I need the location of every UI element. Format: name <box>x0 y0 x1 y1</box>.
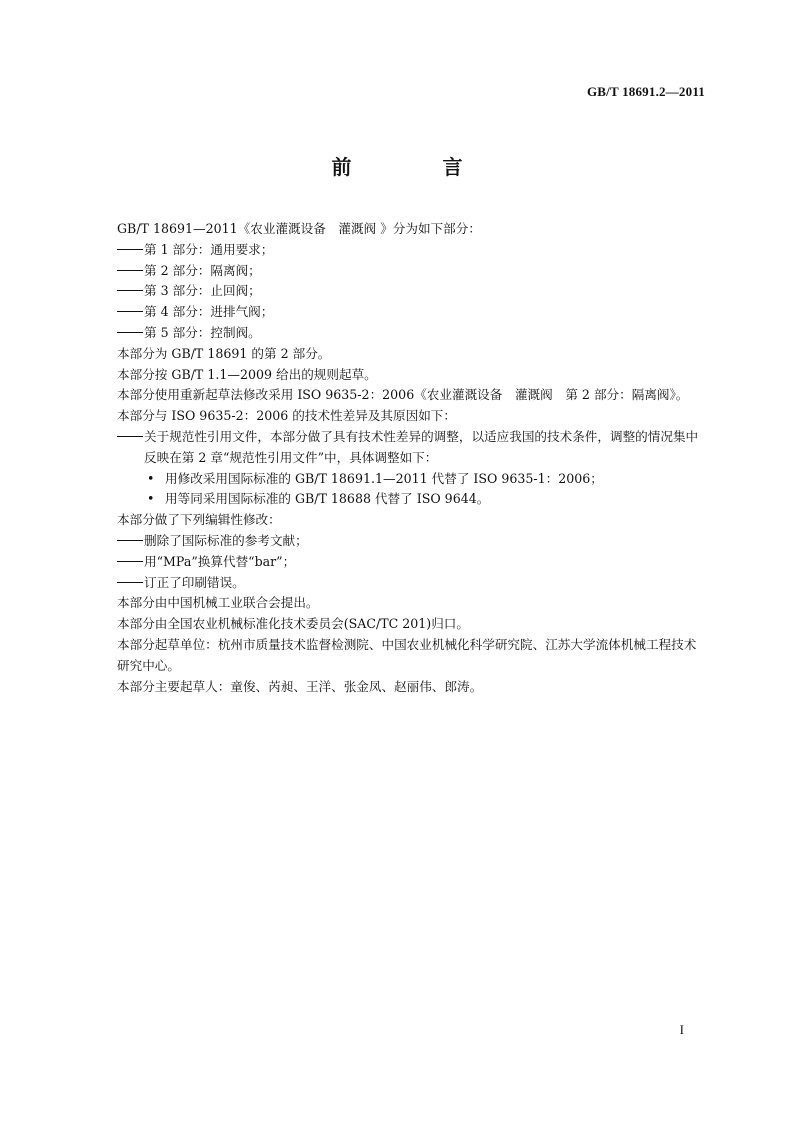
em-dash-mark <box>117 561 143 562</box>
standard-code: GB/T 18691.2—2011 <box>586 84 705 99</box>
main-drafters: 本部分主要起草人：童俊、芮昶、王洋、张金凤、赵丽伟、郎涛。 <box>117 678 483 694</box>
em-dash-mark <box>117 540 143 541</box>
page-number: I <box>679 1022 684 1037</box>
managed-by: 本部分由全国农业机械标准化技术委员会(SAC/TC 201)归口。 <box>117 616 469 632</box>
technical-difference-statement: 本部分与 ISO 9635-2：2006 的技术性差异及其原因如下： <box>117 408 456 424</box>
part2-statement: 本部分为 GB/T 18691 的第 2 部分。 <box>117 345 331 361</box>
drafting-rules-statement: 本部分按 GB/T 1.1—2009 给出的规则起草。 <box>117 366 377 382</box>
edit-item: 删除了国际标准的参考文献； <box>117 531 705 552</box>
em-dash-mark <box>117 582 143 583</box>
intro-paragraph: GB/T 18691—2011《农业灌溉设备 灌溉阀 》分为如下部分： <box>117 221 481 236</box>
bullet-icon: • <box>147 470 155 486</box>
editorial-statement: 本部分做了下列编辑性修改： <box>117 512 281 528</box>
bullet-item: • 用等同采用国际标准的 GB/T 18688 代替了 ISO 9644。 <box>117 489 705 510</box>
em-dash-mark <box>117 436 143 437</box>
bullet-icon: • <box>147 491 155 507</box>
edit-item: 用“MPa”换算代替“bar”； <box>117 552 705 573</box>
difference-item: 关于规范性引用文件，本部分做了具有技术性差异的调整，以适应我国的技术条件，调整的情况集中反映在第 2 章“规范性引用文件”中，具体调整如下： <box>117 427 705 469</box>
em-dash-mark <box>117 311 143 312</box>
page-title: 前 言 <box>331 155 505 179</box>
part-item: 第 3 部分：止回阀； <box>117 281 705 302</box>
iso-adoption-statement: 本部分使用重新起草法修改采用 ISO 9635-2：2006《农业灌溉设备 灌溉阀 第 2 部分：隔离阀》。 <box>117 387 689 403</box>
em-dash-mark <box>117 249 143 250</box>
part-item: 第 4 部分：进排气阀； <box>117 302 705 323</box>
edit-item: 订正了印刷错误。 <box>117 573 705 594</box>
foreword-body <box>117 219 705 697</box>
part-item: 第 1 部分：通用要求； <box>117 240 705 261</box>
part-item: 第 5 部分：控制阀。 <box>117 323 705 344</box>
part-item: 第 2 部分：隔离阀； <box>117 261 705 282</box>
em-dash-mark <box>117 270 143 271</box>
bullet-item: • 用修改采用国际标准的 GB/T 18691.1—2011 代替了 ISO 9635-1：2006； <box>117 469 705 490</box>
em-dash-mark <box>117 332 143 333</box>
proposed-by: 本部分由中国机械工业联合会提出。 <box>117 595 319 611</box>
em-dash-mark <box>117 290 143 291</box>
drafting-units: 本部分起草单位：杭州市质量技术监督检测院、中国农业机械化科学研究院、江苏大学流体机械工程技术研究中心。 <box>117 636 697 673</box>
